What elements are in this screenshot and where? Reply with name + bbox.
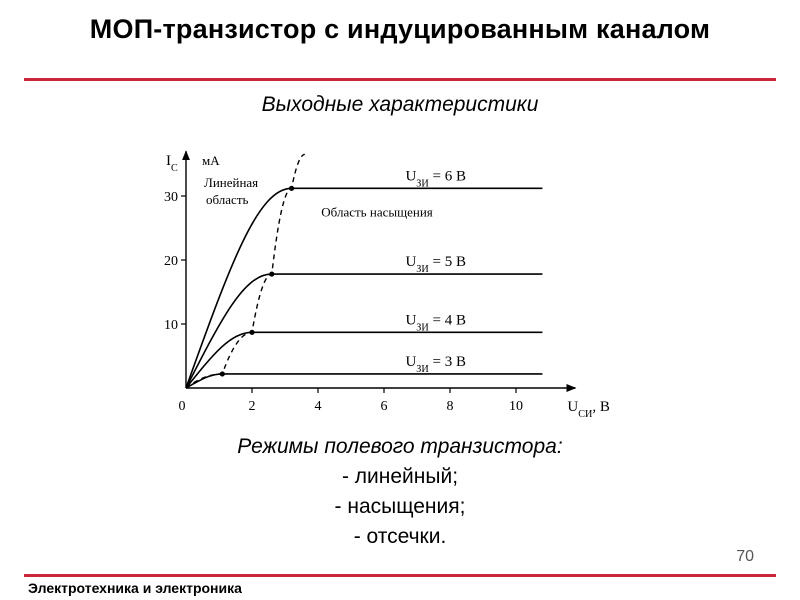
bottom-divider (24, 574, 776, 577)
y-tick-label: 20 (164, 254, 178, 269)
y-axis-unit: мА (202, 153, 220, 169)
mode-item-saturation: - насыщения; (334, 495, 466, 518)
series-label-0: $U_{ЗИ} = 6$ В (405, 168, 466, 189)
mode-item-cutoff: - отсечки. (353, 525, 447, 548)
x-axis-label: $U_{СИ}$, В (567, 399, 610, 420)
modes-heading: Режимы полевого транзистора: (237, 435, 563, 458)
page-number: 70 (736, 548, 754, 565)
x-tick-label: 2 (248, 399, 256, 414)
x-tick-label: 4 (314, 399, 322, 414)
x-tick-label: 10 (509, 399, 523, 414)
series-label-2: $U_{ЗИ} = 4$ В (405, 312, 466, 333)
x-tick-label: 8 (446, 399, 454, 414)
chart-subtitle: Выходные характеристики (261, 93, 539, 116)
curve-series-3 (186, 374, 542, 388)
x-tick-label: 0 (178, 399, 186, 414)
curve-series-1 (186, 274, 542, 388)
series-label-1: $U_{ЗИ} = 5$ В (405, 254, 466, 275)
linear-region-label: Линейная (204, 175, 259, 191)
saturation-region-label: Область насыщения (321, 204, 433, 220)
footer-course-name: Электротехника и электроника (28, 580, 242, 596)
linear-region-label-2: область (206, 192, 249, 208)
transistor-modes (0, 432, 800, 552)
y-axis-label: $I_C$ (166, 153, 178, 174)
series-label-3: $U_{ЗИ} = 3$ В (405, 353, 466, 375)
y-tick-label: 10 (164, 318, 178, 333)
x-tick-label: 6 (380, 399, 388, 414)
slide-title: МОП-транзистор с индуцированным каналом (89, 14, 711, 44)
y-tick-label: 30 (164, 190, 178, 205)
curve-series-2 (186, 332, 542, 388)
mode-item-linear: - линейный; (341, 465, 459, 488)
